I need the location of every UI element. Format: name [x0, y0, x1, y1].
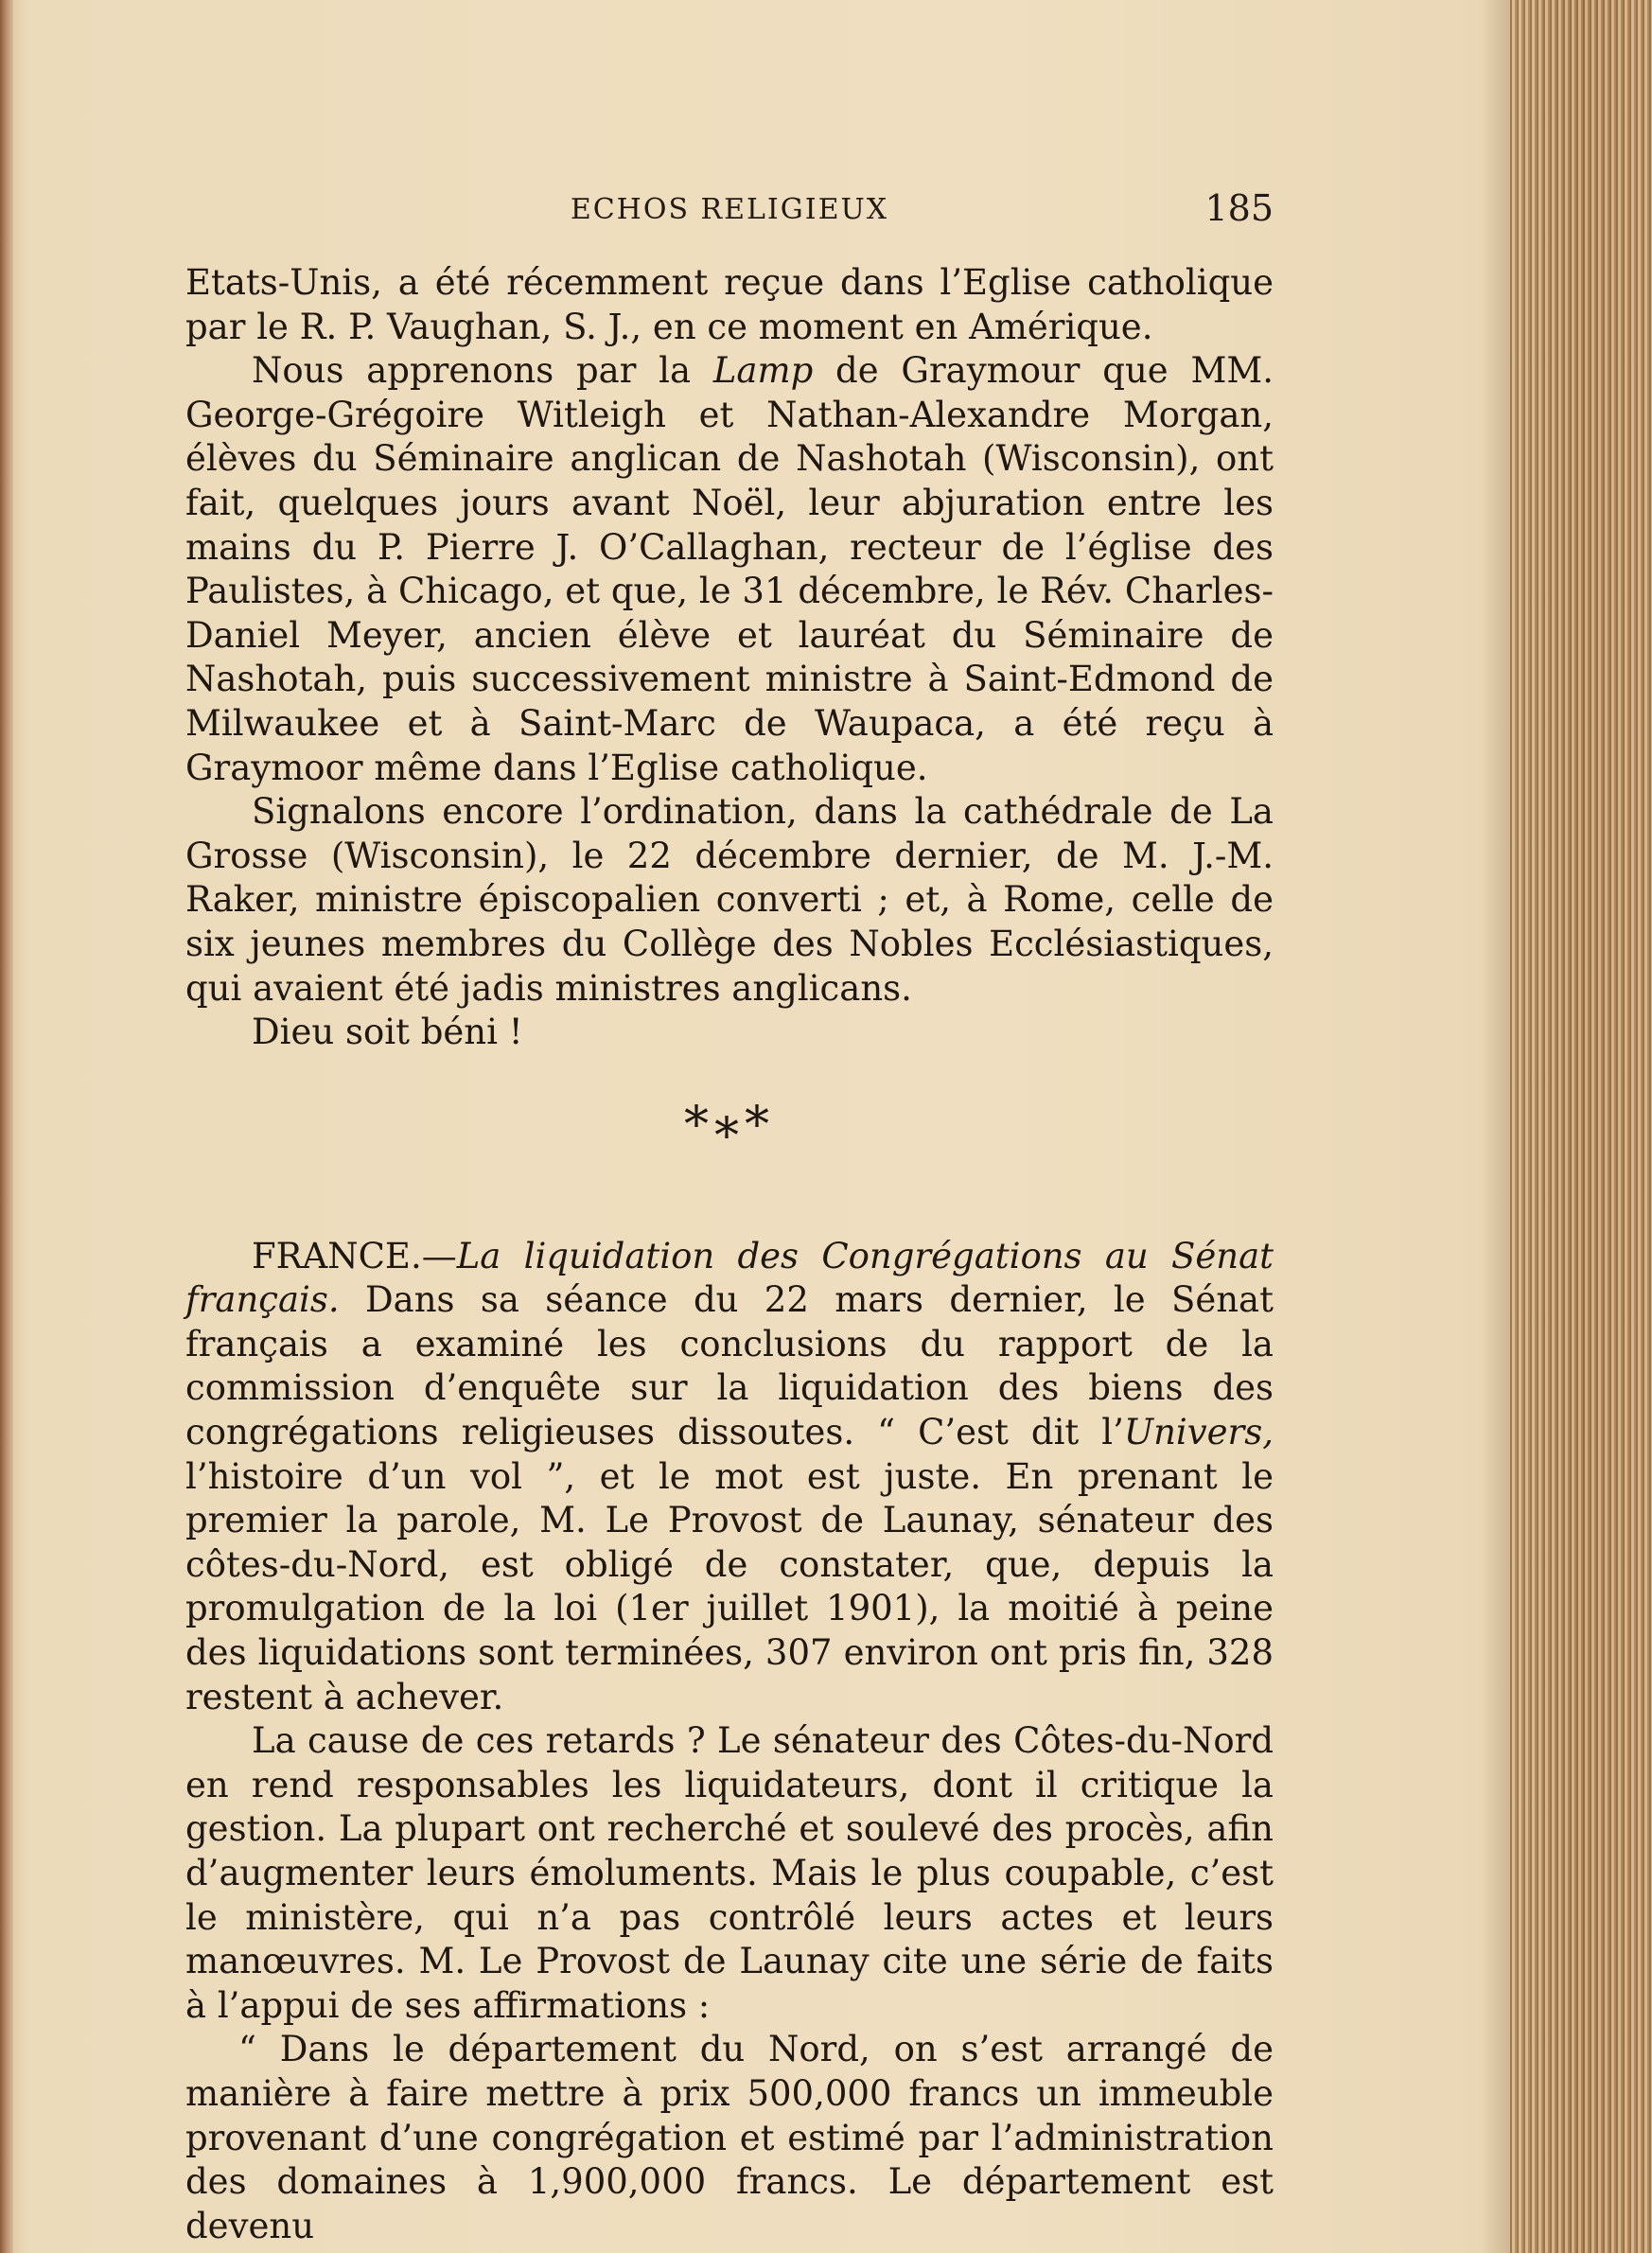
paragraph-retards: La cause de ces retards ? Le sénateur des Côtes-du-Nord en rend responsables les liquidateurs, dont il critique la gestion. La plupart ont recherché et soulevé des procès, afin d’augmenter leurs émoluments. Mais le plus coupable, c’est le ministère, qui n’a pas contrôlé leurs actes et leurs manœuvres. M. Le Provost de Launay cite une série de faits à l’appui de ses affirmations :	[185, 1720, 1274, 2026]
asterisk: *	[684, 1096, 714, 1153]
paragraph-france	[185, 1235, 1274, 1720]
asterisk: *	[745, 1096, 775, 1153]
running-head	[185, 187, 1274, 235]
paragraph-text: de Graymour que MM. George-Grégoire Witleigh et Nathan-Alexandre Morgan, élèves du Séminaire anglican de Nashotah (Wisconsin), ont fait, quelques jours avant Noël, leur abjuration entre les mains du P. Pierre J. O’Callaghan, recteur de l’église des Paulistes, à Chicago, et que, le 31 décembre, le Rév. Charles-Daniel Meyer, ancien élève et lauréat du Séminaire de Nashotah, puis successivement ministre à Saint-Edmond de Milwaukee et à Saint-Marc de Waupaca, a été reçu à Graymoor même dans l’Eglise catholique.	[185, 350, 1274, 788]
stacked-page-edges	[1510, 0, 1652, 2253]
section-asterism	[185, 1055, 1274, 1235]
paragraph-blessing: Dieu soit béni !	[252, 1012, 523, 1053]
page-edge-shadow	[1482, 0, 1510, 2253]
running-title: ECHOS RELIGIEUX	[570, 193, 889, 226]
periodical-title: Lamp	[712, 350, 814, 392]
body-text	[185, 261, 1274, 2248]
asterisk: *	[714, 1107, 745, 1165]
section-title: La liquidation des Congrégations au Sénat français.	[185, 1235, 1274, 1321]
paragraph-graymoor	[185, 349, 1274, 790]
paragraph-quote: “ Dans le département du Nord, on s’est arrangé de manière à faire mettre à prix 500,000 francs un immeuble provenant d’une congrégation et estimé par l’administration des domaines à 1,900,000 francs. Le département est devenu	[185, 2029, 1274, 2246]
paragraph-continuation: Etats-Unis, a été récemment reçue dans l’Eglise catholique par le R. P. Vaughan, S. J., en ce moment en Amérique.	[185, 262, 1274, 347]
paragraph-ordination: Signalons encore l’ordination, dans la cathédrale de La Grosse (Wisconsin), le 22 décembre dernier, de M. J.-M. Raker, ministre épiscopalien converti ; et, à Rome, celle de six jeunes membres du Collège des Nobles Ecclésiastiques, qui avaient été jadis ministres anglicans.	[185, 791, 1274, 1009]
binding-edge	[0, 0, 13, 2253]
paragraph-text: l’histoire d’un vol ”, et le mot est juste. En prenant le premier la parole, M. Le Provost de Launay, sénateur des côtes-du-Nord, est obligé de constater, que, depuis la promulgation de la loi (1er juillet 1901), la moitié à peine des liquidations sont terminées, 307 environ ont pris fin, 328 restent à achever.	[185, 1455, 1274, 1717]
newspaper-title: Univers,	[1123, 1412, 1274, 1453]
section-lead: FRANCE.—	[252, 1235, 457, 1276]
paragraph-text: Nous apprenons par la	[252, 350, 713, 392]
page-number: 185	[1204, 187, 1274, 229]
paragraph-text: Dans sa séance du 22 mars dernier, le Sénat français a examiné les conclusions du rapport de la commission d’enquête sur la liquidation des biens des congrégations religieuses dissoutes. “ C’est dit l’	[185, 1279, 1274, 1453]
